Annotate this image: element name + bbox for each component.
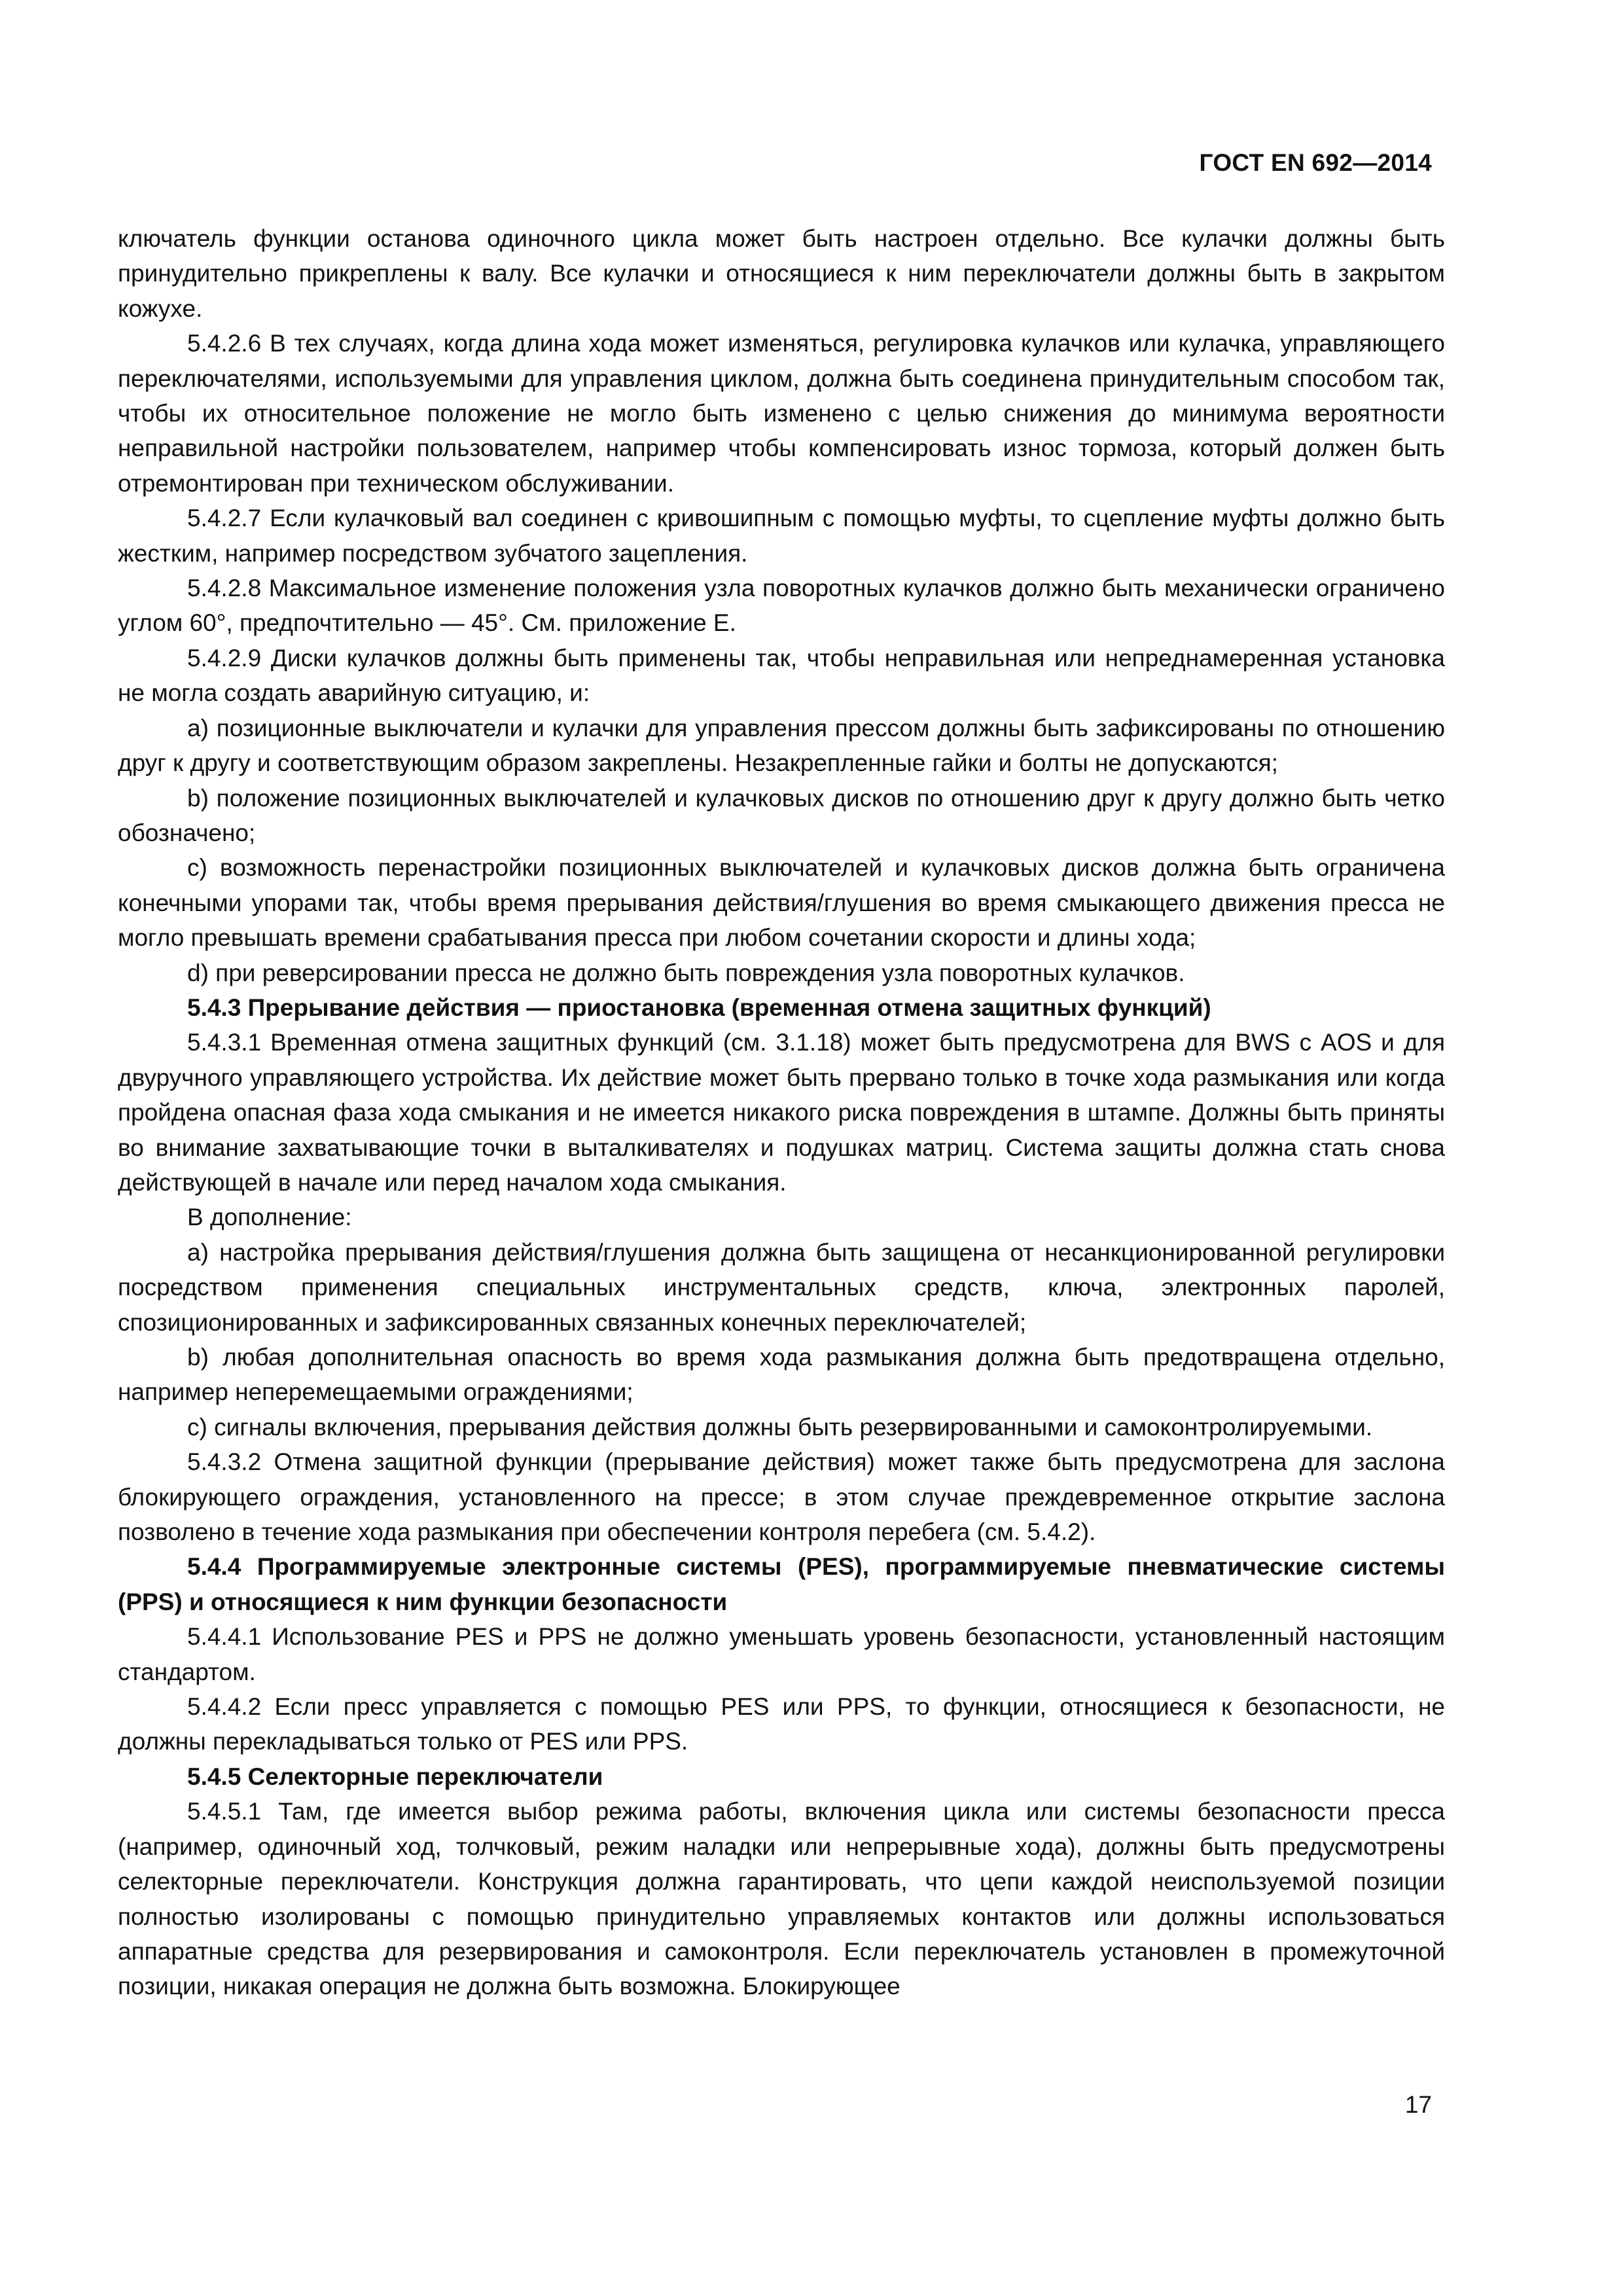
clause-5-4-2-6: 5.4.2.6 В тех случаях, когда длина хода может изменяться, регулировка кулачков или кулачка, управляющего переключателями, используемыми для управления циклом, должна быть соединена принудительным способом так, чтобы их относительное положение не могло быть изменено с целью снижения до минимума вероятности неправильной настройки пользователем, например чтобы компенсировать износ тормоза, который должен быть отремонтирован при техническом обслуживании.	[118, 330, 1445, 497]
list-item-b: b) любая дополнительная опасность во время хода размыкания должна быть предотвращена отдельно, например неперемещаемыми ограждениями;	[118, 1344, 1445, 1406]
paragraph-in-addition: В дополнение:	[187, 1204, 352, 1231]
clause-5-4-2-7: 5.4.2.7 Если кулачковый вал соединен с кривошипным с помощью муфты, то сцепление муфты должно быть жестким, например посредством зубчатого зацепления.	[118, 505, 1445, 567]
clause-5-4-3-2: 5.4.3.2 Отмена защитной функции (прерывание действия) может также быть предусмотрена для заслона блокирующего ограждения, установленного на прессе; в этом случае преждевременное открытие заслона позволено в течение хода размыкания при обеспечении контроля перебега (см. 5.4.2).	[118, 1448, 1445, 1546]
list-item-c: c) возможность перенастройки позиционных выключателей и кулачковых дисков должна быть ограничена конечными упорами так, чтобы время прерывания действия/глушения во время смыкающего движения пресса не могло превышать времени срабатывания пресса при любом сочетании скорости и длины хода;	[118, 854, 1445, 952]
list-item-d: d) при реверсировании пресса не должно быть повреждения узла поворотных кулачков.	[187, 959, 1185, 986]
section-heading-5-4-5: 5.4.5 Селекторные переключатели	[187, 1763, 603, 1790]
section-heading-5-4-3: 5.4.3 Прерывание действия — приостановка (временная отмена защитных функций)	[187, 994, 1211, 1021]
list-item-a: а) позиционные выключатели и кулачки для управления прессом должны быть зафиксированы по отношению друг к другу и соответствующим образом закреплены. Незакрепленные гайки и болты не допускаются;	[118, 714, 1445, 777]
clause-5-4-4-2: 5.4.4.2 Если пресс управляется с помощью PES или PPS, то функции, относящиеся к безопасности, не должны перекладываться только от PES или PPS.	[118, 1693, 1445, 1755]
document-code-header: ГОСТ EN 692—2014	[1199, 149, 1432, 176]
paragraph-continuation: ключатель функции останова одиночного цикла может быть настроен отдельно. Все кулачки должны быть принудительно прикреплены к валу. Все кулачки и относящиеся к ним переключатели должны быть в закрытом кожухе.	[118, 225, 1445, 322]
clause-5-4-2-9: 5.4.2.9 Диски кулачков должны быть применены так, чтобы неправильная или непреднамеренная установка не могла создать аварийную ситуацию, и:	[118, 644, 1445, 707]
clause-5-4-2-8: 5.4.2.8 Максимальное изменение положения узла поворотных кулачков должно быть механически ограничено углом 60°, предпочтительно — 45°. См. приложение Е.	[118, 575, 1445, 637]
clause-5-4-5-1: 5.4.5.1 Там, где имеется выбор режима работы, включения цикла или системы безопасности пресса (например, одиночный ход, толчковый, режим наладки или непрерывные хода), должны быть предусмотрены селекторные переключатели. Конструкция должна гарантировать, что цепи каждой неиспользуемой позиции полностью изолированы с помощью принудительно управляемых контактов или должны использоваться аппаратные средства для резервирования и самоконтроля. Если переключатель установлен в промежуточной позиции, никакая операция не должна быть возможна. Блокирующее	[118, 1798, 1445, 2000]
list-item-c: с) сигналы включения, прерывания действия должны быть резервированными и самоконтролируемыми.	[187, 1413, 1373, 1441]
page-number: 17	[1404, 2091, 1432, 2118]
list-item-a: а) настройка прерывания действия/глушения должна быть защищена от несанкционированной регулировки посредством применения специальных инструментальных средств, ключа, электронных паролей, спозиционированных и зафиксированных связанных конечных переключателей;	[118, 1238, 1445, 1336]
clause-5-4-3-1: 5.4.3.1 Временная отмена защитных функций (см. 3.1.18) может быть предусмотрена для BWS с AOS и для двуручного управляющего устройства. Их действие может быть прервано только в точке хода размыкания или когда пройдена опасная фаза хода смыкания и не имеется никакого риска повреждения в штампе. Должны быть приняты во внимание захватывающие точки в выталкивателях и подушках матриц. Система защиты должна стать снова действующей в начале или перед началом хода смыкания.	[118, 1029, 1445, 1196]
document-body	[118, 221, 1445, 2004]
clause-5-4-4-1: 5.4.4.1 Использование PES и PPS не должно уменьшать уровень безопасности, установленный настоящим стандартом.	[118, 1623, 1445, 1685]
section-heading-5-4-4: 5.4.4 Программируемые электронные системы (PES), программируемые пневматические системы (PPS) и относящиеся к ним функции безопасности	[118, 1553, 1445, 1615]
list-item-b: b) положение позиционных выключателей и кулачковых дисков по отношению друг к другу должно быть четко обозначено;	[118, 784, 1445, 846]
